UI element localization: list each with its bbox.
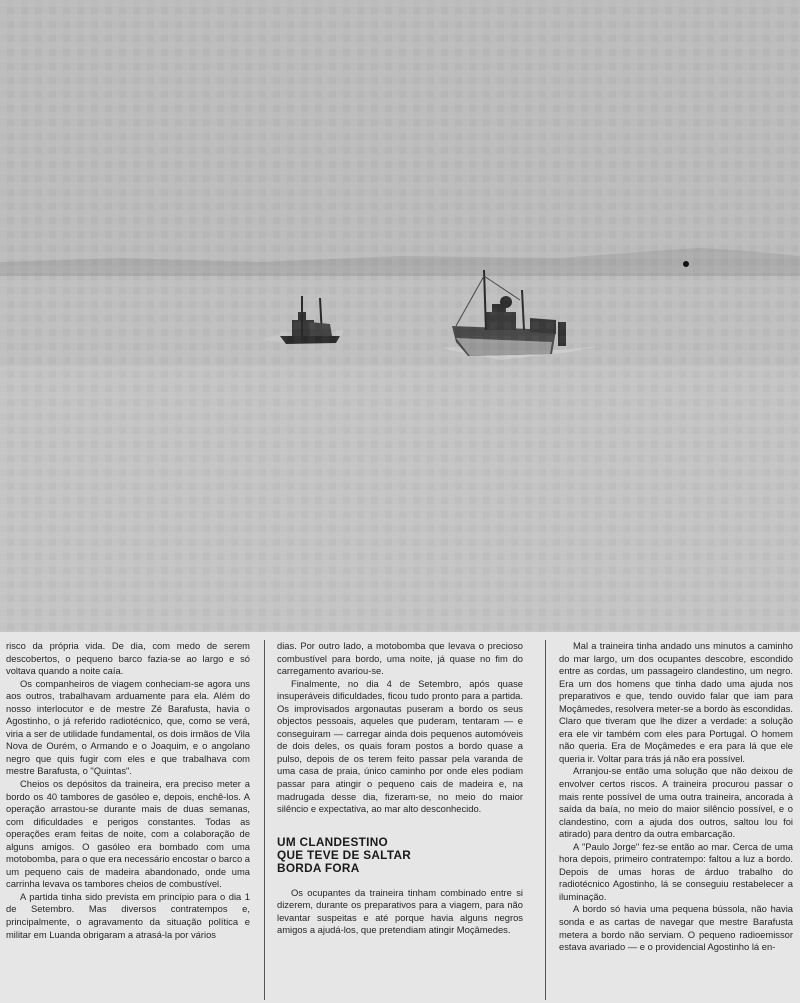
paragraph: Finalmente, no dia 4 de Setembro, após quase insuperáveis dificuldades, ficou tudo pronto para a partida. Os improvisados argonautas puseram a bordo os seus objectos pessoais, aqueles que puderam, tentaram — e conseguiram — carregar ainda dois pequenos automóveis de dois deles, os quais foram postos a bordo quase a pulso, depois de os terem feito passar pela varanda de uma casa de praia, único caminho por onde eles podiam passar para atingir o pequeno cais de madeira e, na madrugada desse dia, fizeram-se, no meio do maior silêncio e expectativa, ao mar alto desconhecido. [277,677,523,815]
text-column-3 [559,640,793,954]
section-heading [277,836,523,875]
paragraph: A partida tinha sido prevista em princípio para o dia 1 de Setembro. Mas diversos contratempos e, principalmente, o agravamento da situação política e militar em Luanda obrigaram a atrasá-la por vários [6,890,250,940]
text-column-1 [6,640,250,941]
paragraph: A bordo só havia uma pequena bússola, não havia sonda e as cartas de navegar que mestre Barafusta metera a bordo não serviam. O pequeno radioemissor estava avariado — e o providencial Agostinho lá en- [559,903,793,953]
paragraph: Os ocupantes da traineira tinham combinado entre si dizerem, durante os preparativos para a viagem, para não levantar suspeitas e até porque havia alguns negros amigos a ajudá-los, que pretendiam atingir Moçâmedes. [277,886,523,936]
paragraph: Arranjou-se então uma solução que não deixou de envolver certos riscos. A traineira procurou passar o mais rente possível de uma outra traineira, ancorada à saída da baía, no meio do maior silêncio possível, e o clandestino, com a ajuda dos outros, saltou lou foi atirado) para dentro da outra embarcação. [559,765,793,840]
heading-line: QUE TEVE DE SALTAR [277,847,412,862]
paragraph: risco da própria vida. De dia, com medo de serem descobertos, o pequeno barco fazia-se ao largo e só voltava quando a noite caía. [6,640,250,677]
paragraph: dias. Por outro lado, a motobomba que levava o precioso combustível para bordo, uma noite, já quase no fim do carregamento avariou-se. [277,640,523,677]
column-divider-1 [264,640,265,1000]
text-column-2 [277,640,523,937]
paragraph: A "Paulo Jorge" fez-se então ao mar. Cerca de uma hora depois, primeiro contratempo: faltou a luz a bordo. Depois de umas horas de árduo trabalho do radiotécnico Agostinho, lá se conseguiu restabelecer a iluminação. [559,840,793,902]
paragraph: Cheios os depósitos da traineira, era preciso meter a bordo os 40 tambores de gasóleo e, depois, enchê-los. A operação arrastou-se durante mais de duas semanas, com dificuldades e perigos constantes. Todas as operações eram feitas de noite, com a colaboração de alguns amigos. O gasóleo era bombado com uma motobomba, para o que era necessário encostar o barco a um pequeno cais de madeira abandonado, onde uma carrinha levava os tambores cheios de combustível. [6,778,250,890]
paragraph: Os companheiros de viagem conheciam-se agora uns aos outros, trabalhavam arduamente para ela. Além do nosso interlocutor e de mestre Zé Barafusta, havia o Agostinho, o já referido radiotécnico, que, como se verá, viria a ser de utilidade fundamental, os dois irmãos de Vila Nova de Ourém, o Armando e o Joaquim, e o angolano negro que quis fugir com eles e que trabalhava com mestre Barafusta, o "Quintas". [6,677,250,777]
column-divider-2 [545,640,546,1000]
heading-line: UM CLANDESTINO [277,834,389,849]
heading-line: BORDA FORA [277,860,360,875]
paragraph: Mal a traineira tinha andado uns minutos a caminho do mar largo, um dos ocupantes descobre, escondido entre as cordas, um passageiro clandestino, um negro. Era um dos homens que tinha dado uma ajuda nos preparativos e que, tendo ouvido falar que iam para Moçâmedes, resolvera meter-se a bordo às escondidas. Claro que tiveram que lhe dizer a verdade: a solução era ele vir também com eles para Portugal. O homem não queria. Era de Moçâmedes e era para lá que ele queria ir. Voltar para trás já não era possível. [559,640,793,764]
